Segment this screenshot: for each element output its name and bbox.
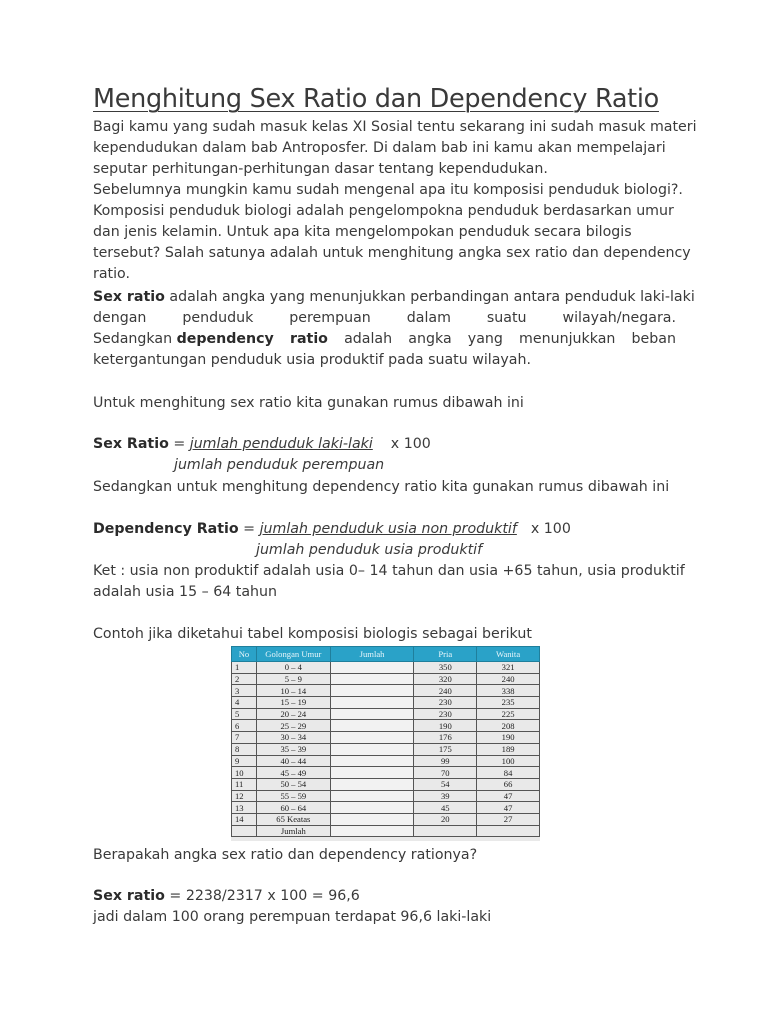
cell-male [414, 825, 477, 837]
cell-male: 190 [414, 720, 477, 732]
question-line: Berapakah angka sex ratio dan dependency rationya? [93, 847, 478, 863]
cell-age-group: 25 – 29 [256, 720, 330, 732]
text-line [93, 287, 695, 308]
cell-male: 320 [414, 673, 477, 685]
text-line: ratio. [93, 266, 130, 282]
header-total: Jumlah [330, 647, 414, 662]
table-row [232, 802, 540, 814]
cell-male: 230 [414, 697, 477, 709]
cell-age-group: 15 – 19 [256, 697, 330, 709]
note-line: adalah usia 15 – 64 tahun [93, 584, 278, 600]
answer-line [93, 886, 676, 907]
cell-total [330, 778, 414, 790]
table-row [232, 790, 540, 802]
text-line: seputar perhitungan-perhitungan dasar tentang kependudukan. [93, 161, 548, 177]
text-line: Sebelumnya mungkin kamu sudah mengenal apa itu komposisi penduduk biologi?. [93, 182, 683, 198]
cell-no: 13 [232, 802, 257, 814]
cell-male: 176 [414, 732, 477, 744]
formula-line [93, 434, 676, 455]
cell-age-group: 5 – 9 [256, 673, 330, 685]
cell-age-group: 55 – 59 [256, 790, 330, 802]
cell-female: 66 [477, 778, 540, 790]
word: dalam [406, 310, 451, 326]
note-line: Ket : usia non produktif adalah usia 0– 14 tahun dan usia +65 tahun, usia produktif [93, 563, 685, 579]
cell-no: 1 [232, 662, 257, 674]
cell-age-group: 10 – 14 [256, 685, 330, 697]
formula-numerator: jumlah penduduk laki-laki [189, 436, 373, 452]
cell-age-group: 20 – 24 [256, 708, 330, 720]
table-row [232, 825, 540, 837]
cell-no: 12 [232, 790, 257, 802]
header-no: No [232, 647, 257, 662]
cell-no: 4 [232, 697, 257, 709]
cell-age-group: 65 Keatas [256, 813, 330, 825]
header-male: Pria [414, 647, 477, 662]
cell-no: 9 [232, 755, 257, 767]
word: penduduk [182, 310, 254, 326]
cell-total [330, 673, 414, 685]
cell-female: 321 [477, 662, 540, 674]
header-age-group: Golongan Umur [256, 647, 330, 662]
table-row [232, 767, 540, 779]
table-row [232, 732, 540, 744]
cell-age-group: 35 – 39 [256, 743, 330, 755]
table-header-row [232, 647, 540, 662]
cell-female: 240 [477, 673, 540, 685]
cell-total [330, 825, 414, 837]
cell-no: 14 [232, 813, 257, 825]
cell-total [330, 697, 414, 709]
formula-numerator: jumlah penduduk usia non produktif [259, 521, 517, 537]
cell-male: 350 [414, 662, 477, 674]
cell-female [477, 825, 540, 837]
table-row [232, 708, 540, 720]
cell-total [330, 802, 414, 814]
cell-no: 2 [232, 673, 257, 685]
cell-age-group: 45 – 49 [256, 767, 330, 779]
formula-multiplier: x 100 [530, 521, 571, 537]
cell-male: 175 [414, 743, 477, 755]
text-span: adalah angka yang menunjukkan perbandingan antara penduduk laki-laki [164, 289, 695, 305]
cell-total [330, 813, 414, 825]
cell-age-group: 40 – 44 [256, 755, 330, 767]
table-row [232, 673, 540, 685]
answer-label: Sex ratio [93, 888, 165, 904]
formula-denominator: jumlah penduduk perempuan [174, 457, 385, 473]
cell-total [330, 720, 414, 732]
equals-sign: = [168, 436, 190, 452]
cell-age-group: 50 – 54 [256, 778, 330, 790]
text-line: kependudukan dalam bab Antroposfer. Di dalam bab ini kamu akan mempelajari [93, 140, 666, 156]
cell-total [330, 767, 414, 779]
text-line: tersebut? Salah satunya adalah untuk menghitung angka sex ratio dan dependency [93, 245, 691, 261]
cell-female: 208 [477, 720, 540, 732]
cell-female: 235 [477, 697, 540, 709]
dep-formula-intro: Sedangkan untuk menghitung dependency ratio kita gunakan rumus dibawah ini [93, 479, 670, 495]
cell-female: 189 [477, 743, 540, 755]
sex-formula-intro: Untuk menghitung sex ratio kita gunakan rumus dibawah ini [93, 395, 524, 411]
cell-no: 5 [232, 708, 257, 720]
word: menunjukkan [519, 331, 616, 347]
word: Sedangkan [93, 331, 173, 347]
table-row [232, 813, 540, 825]
cell-male: 230 [414, 708, 477, 720]
page-title: Menghitung Sex Ratio dan Dependency Ratio [93, 84, 659, 114]
cell-female: 47 [477, 802, 540, 814]
answer-calc: = 2238/2317 x 100 = 96,6 [164, 888, 360, 904]
dependency-term: dependency [176, 331, 274, 347]
cell-female: 338 [477, 685, 540, 697]
cell-total [330, 685, 414, 697]
cell-male: 20 [414, 813, 477, 825]
cell-total [330, 662, 414, 674]
text-line [93, 308, 676, 329]
ratio-term: ratio [289, 331, 328, 347]
table-row [232, 685, 540, 697]
sex-ratio-term: Sex ratio [93, 289, 165, 305]
table-row [232, 755, 540, 767]
word: wilayah/negara. [562, 310, 676, 326]
cell-male: 39 [414, 790, 477, 802]
cell-male: 240 [414, 685, 477, 697]
equals-sign: = [238, 521, 260, 537]
table-body [232, 662, 540, 837]
text-line [93, 329, 676, 350]
formula-denominator: jumlah penduduk usia produktif [256, 542, 483, 558]
population-table [231, 646, 540, 837]
cell-female: 100 [477, 755, 540, 767]
cell-total [330, 708, 414, 720]
text-span [93, 329, 274, 350]
cell-total [330, 732, 414, 744]
cell-male: 45 [414, 802, 477, 814]
word: dengan [93, 310, 147, 326]
header-female: Wanita [477, 647, 540, 662]
formula-multiplier: x 100 [390, 436, 431, 452]
table-intro: Contoh jika diketahui tabel komposisi biologis sebagai berikut [93, 626, 532, 642]
word: perempuan [289, 310, 371, 326]
cell-female: 47 [477, 790, 540, 802]
word: adalah [344, 331, 393, 347]
cell-age-group: 30 – 34 [256, 732, 330, 744]
cell-female: 84 [477, 767, 540, 779]
cell-no: 11 [232, 778, 257, 790]
cell-no: 8 [232, 743, 257, 755]
formula-line [93, 519, 676, 540]
text-line: ketergantungan penduduk usia produktif pada suatu wilayah. [93, 352, 531, 368]
cell-male: 99 [414, 755, 477, 767]
text-line: Komposisi penduduk biologi adalah pengelompokna penduduk berdasarkan umur [93, 203, 674, 219]
text-line: Bagi kamu yang sudah masuk kelas XI Sosial tentu sekarang ini sudah masuk materi [93, 119, 697, 135]
cell-no: 6 [232, 720, 257, 732]
cell-no [232, 825, 257, 837]
table-row [232, 697, 540, 709]
cell-total [330, 790, 414, 802]
cell-no: 7 [232, 732, 257, 744]
cell-total [330, 755, 414, 767]
cell-age-group: 60 – 64 [256, 802, 330, 814]
table-row [232, 778, 540, 790]
word: suatu [486, 310, 527, 326]
cell-male: 70 [414, 767, 477, 779]
table-row [232, 662, 540, 674]
cell-age-group: Jumlah [256, 825, 330, 837]
formula-label: Sex Ratio [93, 436, 169, 452]
cell-age-group: 0 – 4 [256, 662, 330, 674]
word: angka [408, 331, 452, 347]
formula-label: Dependency Ratio [93, 521, 239, 537]
text-line: dan jenis kelamin. Untuk apa kita mengelompokan penduduk secara bilogis [93, 224, 632, 240]
cell-male: 54 [414, 778, 477, 790]
word: yang [467, 331, 503, 347]
cell-no: 10 [232, 767, 257, 779]
population-table-image [231, 646, 540, 841]
table-row [232, 720, 540, 732]
answer-conclusion: jadi dalam 100 orang perempuan terdapat 96,6 laki-laki [93, 909, 492, 925]
cell-female: 27 [477, 813, 540, 825]
cell-total [330, 743, 414, 755]
cell-female: 225 [477, 708, 540, 720]
cell-no: 3 [232, 685, 257, 697]
cell-female: 190 [477, 732, 540, 744]
word: beban [631, 331, 676, 347]
table-row [232, 743, 540, 755]
